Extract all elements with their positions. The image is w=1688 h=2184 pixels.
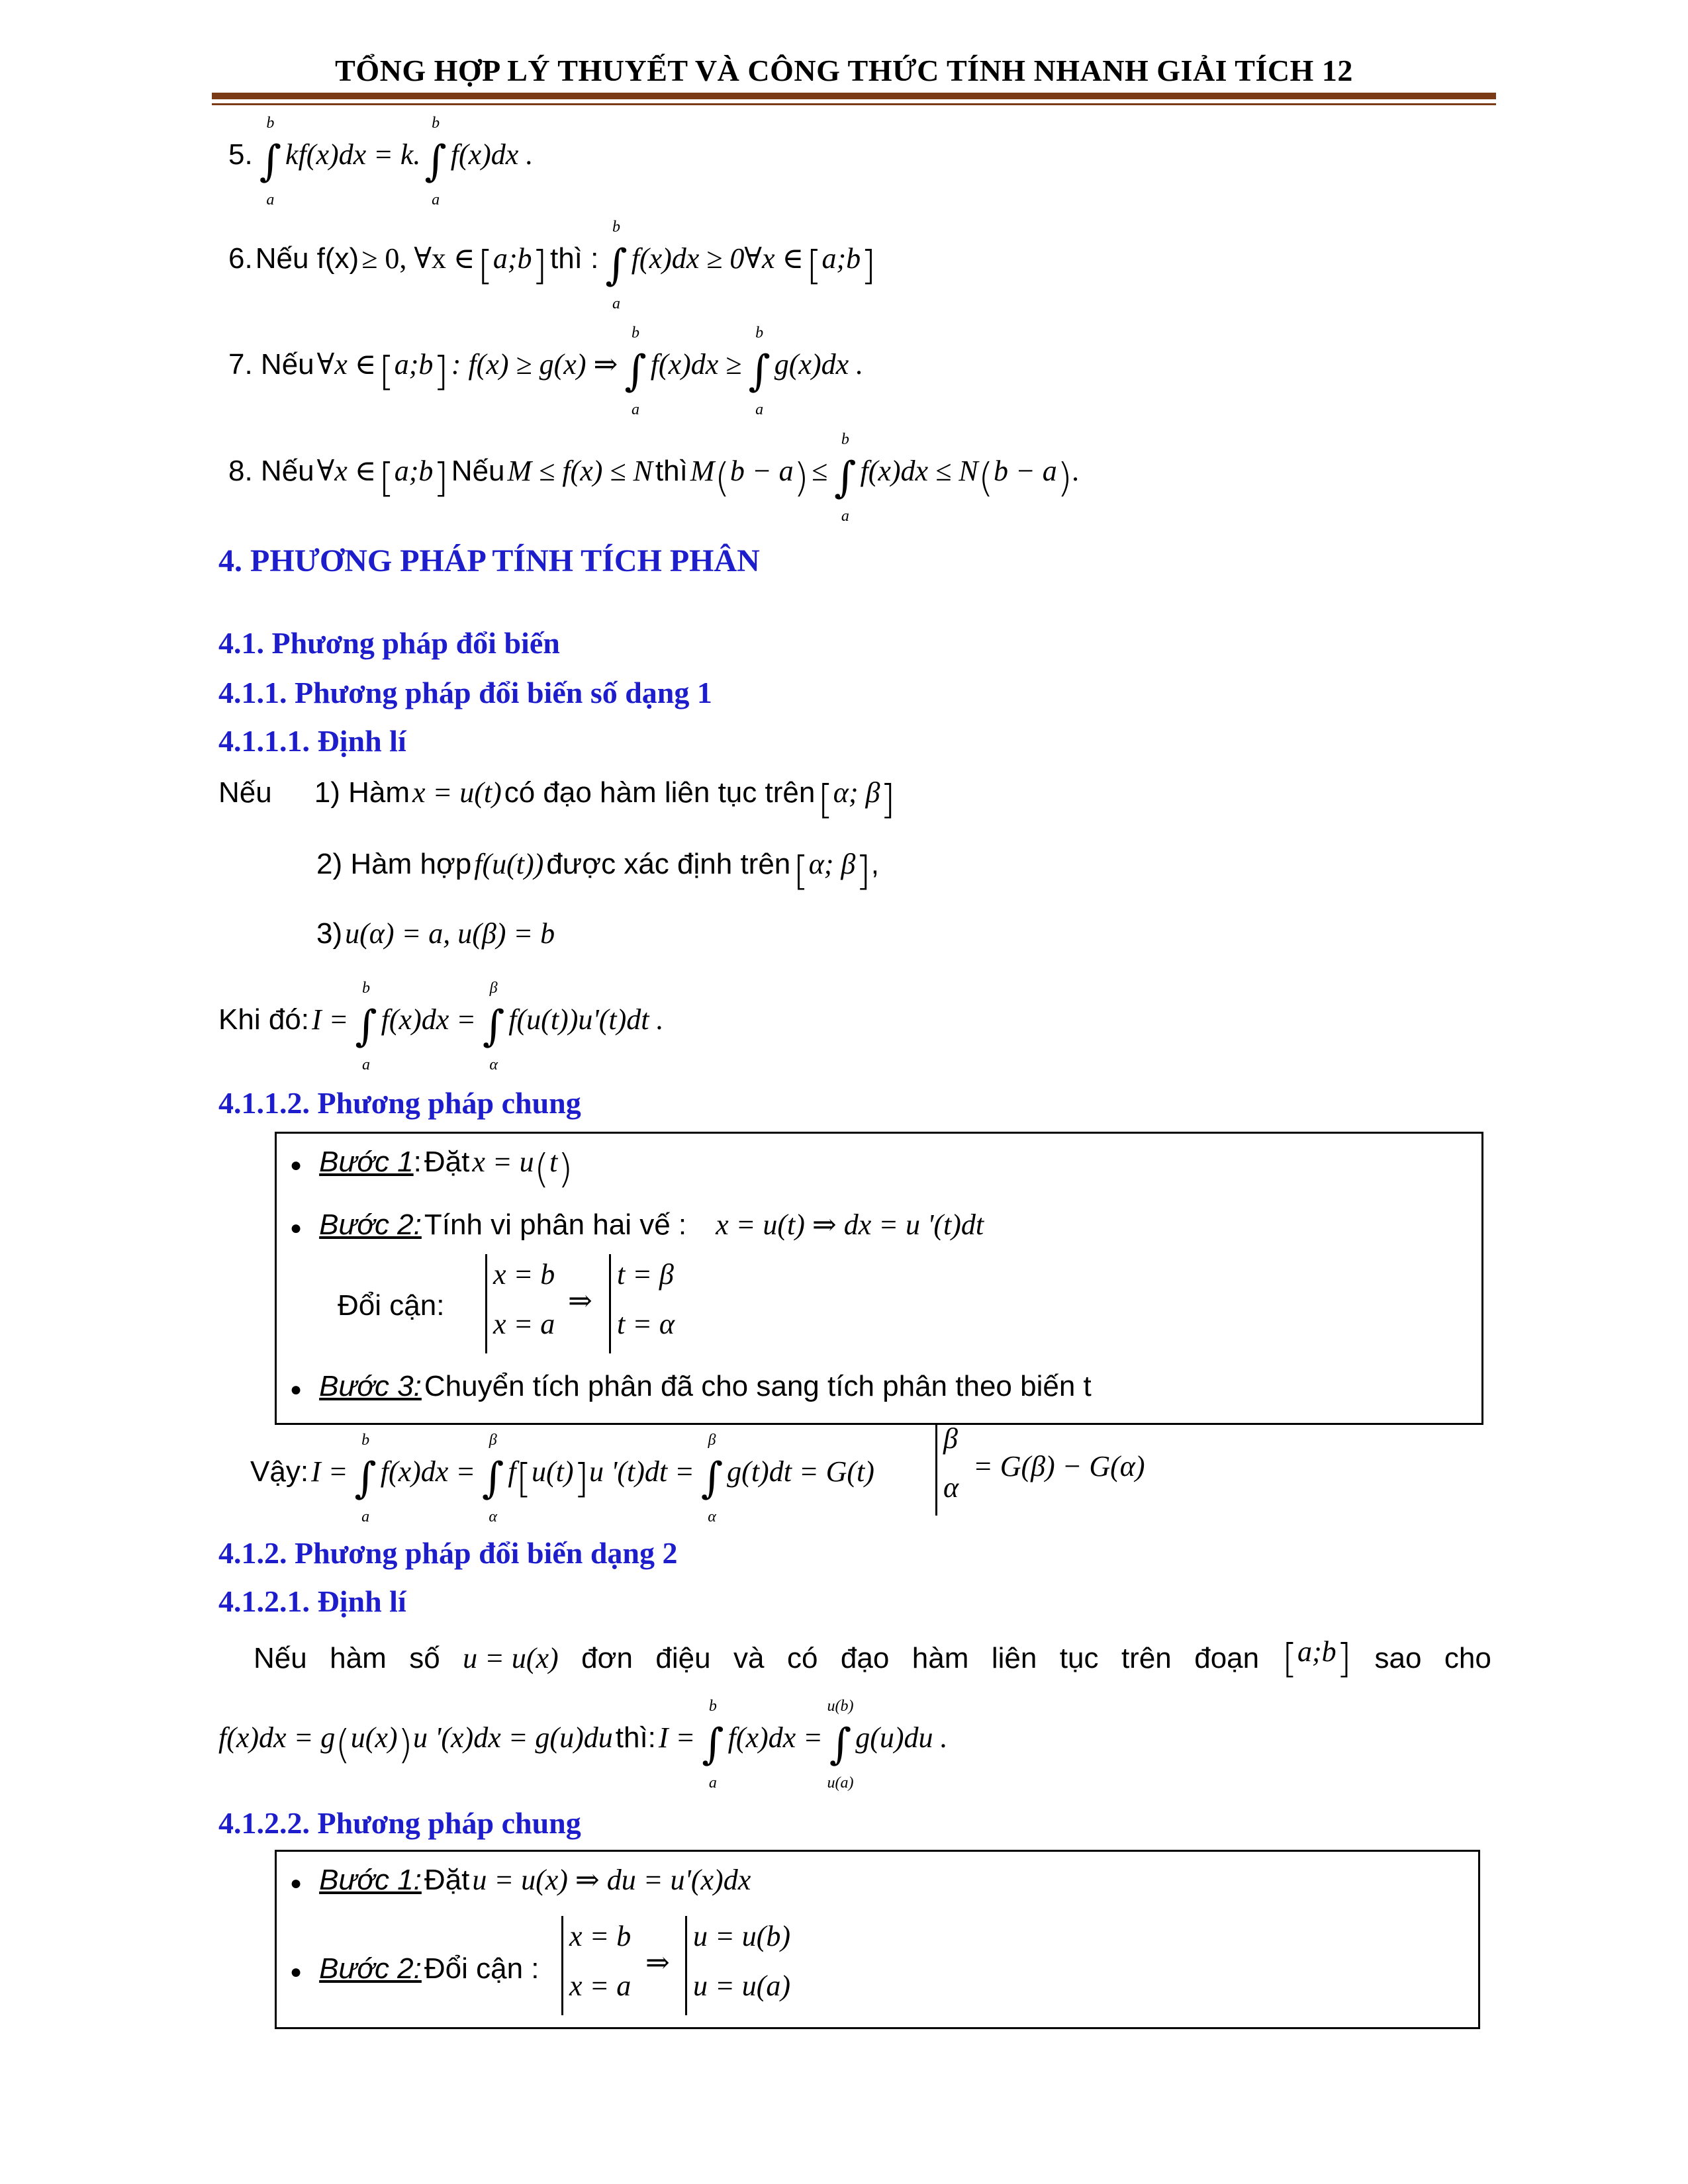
step-2-label: Bước 2: — [319, 1208, 422, 1241]
system-bar — [685, 1916, 687, 2015]
step-2-text: Đổi cận : — [424, 1952, 539, 1985]
property-7-integral-g: g(x)dx . — [774, 348, 864, 381]
step-1-colon: : — [413, 1146, 422, 1178]
method-1-step-1 — [290, 1145, 573, 1192]
bracket-right: ] — [861, 242, 876, 289]
property-5-number: 5. — [228, 138, 253, 171]
property-8-integral: f(x)dx ≤ N — [860, 455, 978, 487]
property-5-lhs: kf(x)dx = k. — [285, 138, 421, 171]
bullet-icon: ● — [290, 1154, 303, 1176]
evaluation-lower: α — [943, 1471, 959, 1504]
word: trên — [1121, 1641, 1172, 1674]
theorem-2-differential-2: u '(x)dx = g(u)du — [412, 1721, 613, 1754]
paren-right: ) — [557, 1146, 573, 1193]
bracket-left: [ — [379, 455, 395, 502]
property-8-length: b − a — [994, 455, 1057, 487]
system-bar — [485, 1254, 487, 1353]
paren-left: ( — [978, 455, 994, 502]
theorem-2-interval: a;b — [1297, 1635, 1336, 1668]
integral-sign: ∫ b a — [424, 114, 447, 209]
property-7-condition: : f(x) ≥ g(x) ⇒ — [451, 348, 618, 381]
paren-left: ( — [714, 455, 730, 502]
property-6-condition: ≥ 0, ∀x ∈ — [361, 242, 475, 275]
property-5 — [228, 114, 534, 209]
word: đoạn — [1194, 1641, 1260, 1674]
section-4-1-2-1-title: 4.1.2.1. Định lí — [218, 1584, 406, 1618]
bracket-right: ] — [855, 848, 871, 895]
integral-sign: ∫ u(b) u(a) — [827, 1698, 854, 1792]
method-2-step-1 — [290, 1863, 751, 1897]
word: có — [786, 1641, 818, 1674]
result-I: I = — [311, 1455, 348, 1488]
property-7 — [228, 324, 864, 419]
theorem-2-integral-u: g(u)du . — [855, 1721, 948, 1754]
property-6-interval: a;b — [821, 242, 861, 275]
system-row: x = a — [493, 1308, 555, 1340]
section-4-title: 4. PHƯƠNG PHÁP TÍNH TÍCH PHÂN — [218, 543, 760, 578]
property-8-leq: ≤ — [812, 455, 828, 487]
integral-sign: ∫ b a — [834, 431, 857, 525]
word: sao — [1374, 1641, 1422, 1674]
section-4-1-2-2-title: 4.1.2.2. Phương pháp chung — [218, 1806, 581, 1840]
system-row: x = b — [493, 1258, 555, 1291]
header-rule-thin — [212, 103, 1496, 105]
result-u: u(t) — [532, 1455, 574, 1488]
condition-2-comma: , — [870, 848, 880, 880]
section-4-1-2-title: 4.1.2. Phương pháp đổi biến dạng 2 — [218, 1536, 678, 1570]
word: cho — [1444, 1641, 1491, 1674]
theorem-1-condition-3 — [316, 917, 555, 950]
property-8-M: M — [690, 455, 715, 487]
method-1-result — [250, 1432, 874, 1526]
bullet-icon: ● — [290, 1217, 303, 1239]
condition-1-math: x = u(t) — [412, 776, 502, 809]
paren-right: ) — [1056, 455, 1073, 502]
step-3-label: Bước 3: — [319, 1370, 422, 1402]
bracket-left: [ — [806, 242, 822, 289]
evaluation-upper: β — [943, 1422, 958, 1455]
property-8-then: thì — [655, 455, 688, 487]
bracket-left: [ — [477, 242, 493, 289]
word: hàm — [330, 1641, 387, 1674]
word: Nếu — [254, 1641, 307, 1674]
theorem-2-differential: f(x)dx = g — [218, 1721, 336, 1754]
property-5-rhs: f(x)dx . — [450, 138, 534, 171]
system-row: u = u(a) — [693, 1970, 790, 2002]
property-6 — [228, 218, 876, 313]
paren-right: ) — [793, 455, 809, 502]
condition-2-math: f(u(t)) — [474, 848, 544, 880]
step-1-math: u = u(x) ⇒ du = u'(x)dx — [472, 1864, 751, 1896]
system-bar — [561, 1916, 563, 2015]
property-7-integral-f: f(x)dx ≥ — [650, 348, 742, 381]
property-7-forall: ∀x ∈ — [316, 348, 377, 381]
bracket-left: [ — [516, 1455, 532, 1502]
result-du: u '(t)dt = — [588, 1455, 694, 1488]
step-1-label: Bước 1 — [319, 1146, 414, 1178]
property-7-interval: a;b — [394, 348, 434, 381]
theorem-2-I: I = — [658, 1721, 696, 1754]
result-integral-x: f(x)dx = — [380, 1455, 476, 1488]
step-2-text: Tính vi phân hai vế : — [424, 1208, 687, 1241]
bullet-icon: ● — [290, 1961, 303, 1983]
evaluation-bar — [935, 1423, 937, 1516]
integral-sign: ∫ b a — [259, 114, 282, 209]
integral-sign: ∫ b a — [624, 324, 647, 419]
system-bar — [609, 1254, 611, 1353]
property-8-length: b − a — [729, 455, 794, 487]
word: và — [733, 1641, 765, 1674]
step-3-text: Chuyển tích phân đã cho sang tích phân theo biến t — [424, 1370, 1092, 1402]
paren-right: ) — [397, 1721, 413, 1768]
integral-sign: ∫ b a — [355, 979, 377, 1074]
property-6-interval: a;b — [492, 242, 532, 275]
integral-sign: ∫ b a — [354, 1432, 377, 1526]
condition-2-text: 2) Hàm hợp — [316, 848, 472, 880]
word: số — [409, 1641, 440, 1674]
word: điệu — [655, 1641, 711, 1674]
section-4-1-title: 4.1. Phương pháp đổi biến — [218, 626, 560, 660]
integral-sign: ∫ b a — [605, 218, 628, 313]
theorem-1-conclusion — [218, 979, 664, 1074]
bracket-right: ] — [573, 1455, 589, 1502]
bracket-right: ] — [433, 348, 449, 395]
property-6-text: Nếu f(x) — [255, 242, 359, 275]
conclusion-text: Khi đó: — [218, 1003, 309, 1036]
bracket-left: [ — [818, 776, 833, 823]
evaluation-result: = G(β) − G(α) — [973, 1450, 1145, 1482]
condition-2-text-2: được xác định trên — [546, 848, 791, 880]
theorem-2-inner: u(x) — [350, 1721, 398, 1754]
property-8-period: . — [1072, 455, 1080, 487]
change-limits-label: Đổi cận: — [338, 1289, 445, 1322]
implies-arrow: ⇒ — [645, 1946, 670, 1979]
word: đơn — [581, 1641, 633, 1674]
bracket-right: ] — [433, 455, 449, 502]
integral-sign: ∫ b a — [748, 324, 771, 419]
bracket-right: ] — [880, 776, 896, 823]
condition-3-text: 3) — [316, 917, 343, 950]
property-6-then: thì : — [549, 242, 599, 275]
step-1-text: Đặt — [424, 1146, 470, 1178]
method-1-step-3 — [290, 1370, 1092, 1403]
implies-arrow: ⇒ — [568, 1285, 592, 1317]
bullet-icon: ● — [290, 1379, 303, 1400]
step-2-math: x = u(t) ⇒ dx = u '(t)dt — [716, 1208, 984, 1241]
integral-sign: ∫ β α — [482, 979, 505, 1074]
word: liên — [991, 1641, 1037, 1674]
condition-3-math: u(α) = a, u(β) = b — [345, 917, 555, 950]
integral-sign: ∫ β α — [700, 1432, 724, 1526]
bracket-right: ] — [532, 242, 547, 289]
property-8-number: 8. Nếu — [228, 455, 314, 487]
step-1-math: x = u — [472, 1146, 534, 1178]
property-6-number: 6. — [228, 242, 253, 275]
page-header-title: TỔNG HỢP LÝ THUYẾT VÀ CÔNG THỨC TÍNH NHANH GIẢI TÍCH 12 — [335, 54, 1353, 87]
condition-1-text: 1) Hàm — [314, 776, 410, 809]
bracket-right: ] — [1336, 1635, 1352, 1682]
conclusion-integral-x: f(x)dx = — [381, 1003, 476, 1036]
bracket-left: [ — [1282, 1635, 1297, 1682]
paren-left: ( — [534, 1146, 550, 1193]
bullet-icon: ● — [290, 1872, 303, 1894]
property-7-number: 7. Nếu — [228, 348, 314, 381]
step-2-label: Bước 2: — [319, 1952, 422, 1985]
result-f: f — [508, 1455, 516, 1488]
method-2-step-2 — [290, 1952, 539, 1985]
theorem-2-integral-x: f(x)dx = — [727, 1721, 823, 1754]
integral-sign: ∫ β α — [482, 1432, 504, 1526]
theorem-1-condition-1 — [218, 776, 896, 823]
method-1-step-2 — [290, 1208, 984, 1242]
condition-1-text-2: có đạo hàm liên tục trên — [504, 776, 816, 809]
theorem-2-line-1 — [254, 1635, 1491, 1682]
paren-left: ( — [335, 1721, 351, 1768]
result-text: Vậy: — [250, 1455, 309, 1488]
property-8-interval: a;b — [394, 455, 434, 487]
integral-sign: ∫ b a — [702, 1698, 724, 1792]
header-rule-thick — [212, 93, 1496, 99]
property-6-result: f(x)dx ≥ 0∀x ∈ — [631, 242, 804, 275]
theorem-2-then: thì: — [615, 1721, 656, 1754]
condition-1-interval: α; β — [833, 776, 880, 809]
property-8-bounds: M ≤ f(x) ≤ N — [507, 455, 653, 487]
condition-2-interval: α; β — [808, 848, 856, 880]
system-row: u = u(b) — [693, 1920, 790, 1952]
bracket-left: [ — [793, 848, 809, 895]
step-1-text: Đặt — [424, 1864, 470, 1896]
theorem-if: Nếu — [218, 776, 272, 809]
section-4-1-1-1-title: 4.1.1.1. Định lí — [218, 724, 406, 758]
result-antiderivative: g(t)dt = G(t) — [727, 1455, 874, 1488]
property-8-if: Nếu — [451, 455, 505, 487]
word: tục — [1059, 1641, 1099, 1674]
system-row: x = b — [569, 1920, 632, 1952]
theorem-2-substitution: u = u(x) — [463, 1642, 559, 1675]
conclusion-integral-t: f(u(t))u'(t)dt . — [508, 1003, 664, 1036]
bracket-left: [ — [379, 348, 395, 395]
system-row: x = a — [569, 1970, 632, 2002]
step-1-label: Bước 1: — [319, 1864, 422, 1896]
property-8-forall: ∀x ∈ — [316, 455, 377, 487]
step-1-var: t — [549, 1146, 558, 1178]
conclusion-I: I = — [311, 1003, 349, 1036]
theorem-2-line-2 — [218, 1698, 948, 1792]
system-row: t = α — [617, 1308, 675, 1340]
word: hàm — [912, 1641, 969, 1674]
system-row: t = β — [617, 1258, 674, 1291]
theorem-1-condition-2 — [316, 847, 879, 894]
word: đạo — [840, 1641, 890, 1674]
property-8 — [228, 431, 1080, 525]
section-4-1-1-title: 4.1.1. Phương pháp đổi biến số dạng 1 — [218, 676, 712, 709]
section-4-1-1-2-title: 4.1.1.2. Phương pháp chung — [218, 1086, 581, 1120]
